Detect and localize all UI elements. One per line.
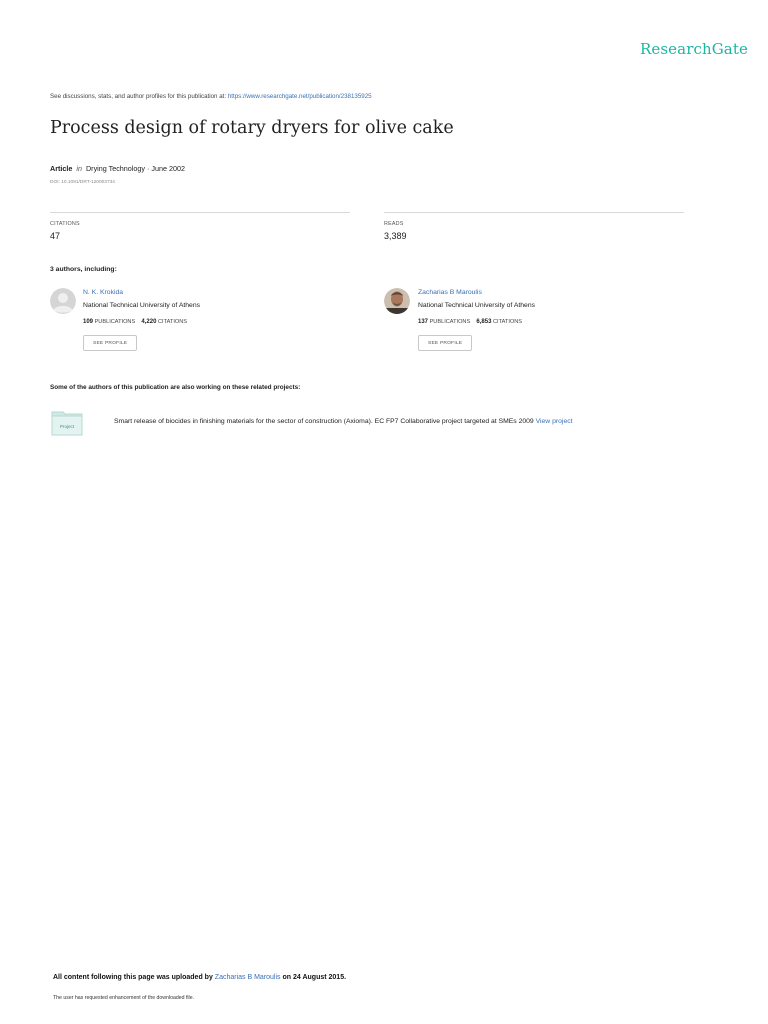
reads-divider [384, 212, 684, 213]
see-profile-button[interactable]: SEE PROFILE [418, 335, 472, 351]
top-note-text: See discussions, stats, and author profiles for this publication at: [50, 93, 227, 100]
researchgate-logo[interactable]: ResearchGate [640, 40, 748, 58]
see-profile-button[interactable]: SEE PROFILE [83, 335, 137, 351]
project-description [114, 418, 573, 425]
journal-name: Drying Technology [85, 164, 145, 173]
related-projects-heading: Some of the authors of this publication are also working on these related projects: [50, 384, 301, 391]
author-affiliation: National Technical University of Athens [418, 302, 535, 309]
view-project-link[interactable]: View project [535, 418, 573, 425]
author-name[interactable]: N. K. Krokida [83, 289, 124, 296]
publication-url-link[interactable]: https://www.researchgate.net/publication/238135925 [227, 93, 372, 100]
in-word: in [76, 164, 82, 173]
publication-type: Article [50, 164, 73, 173]
author-stats [83, 319, 187, 325]
citations-label: CITATIONS [158, 319, 188, 325]
publication-meta [50, 164, 185, 173]
author-affiliation: National Technical University of Athens [83, 302, 200, 309]
top-note [50, 93, 372, 100]
reads-label: READS [384, 221, 404, 227]
author-photo-avatar[interactable] [384, 288, 410, 314]
doi: DOI: 10.1081/DRT-120003734 [50, 180, 115, 185]
authors-heading: 3 authors, including: [50, 266, 117, 273]
publication-title: Process design of rotary dryers for olive cake [50, 118, 454, 138]
citations-label: CITATIONS [493, 319, 523, 325]
project-icon-label: Project [59, 424, 75, 429]
upload-note [53, 974, 346, 981]
citations-count: 4,220 [141, 319, 157, 325]
publication-date: · June 2002 [146, 164, 185, 173]
author-stats [418, 319, 522, 325]
publications-label: PUBLICATIONS [94, 319, 136, 325]
publications-count: 109 [83, 319, 94, 325]
upload-date: on 24 August 2015. [282, 974, 347, 981]
citations-label: CITATIONS [50, 221, 80, 227]
upload-prefix: All content following this page was uploaded by [53, 974, 213, 981]
author-name[interactable]: Zacharias B Maroulis [418, 289, 482, 296]
project-folder-icon[interactable] [51, 410, 83, 436]
citations-divider [50, 212, 350, 213]
citations-value: 47 [50, 231, 61, 241]
uploader-link[interactable]: Zacharias B Maroulis [214, 974, 281, 981]
publications-label: PUBLICATIONS [429, 319, 471, 325]
enhancement-note: The user has requested enhancement of the downloaded file. [53, 995, 195, 1001]
publications-count: 137 [418, 319, 429, 325]
project-title: Smart release of biocides in finishing materials for the sector of construction (Axioma). EC FP7 Collaborative project targeted at SMEs 2009 [114, 418, 534, 425]
avatar-placeholder-icon[interactable] [50, 288, 76, 314]
reads-value: 3,389 [384, 231, 407, 241]
citations-count: 6,853 [476, 319, 492, 325]
